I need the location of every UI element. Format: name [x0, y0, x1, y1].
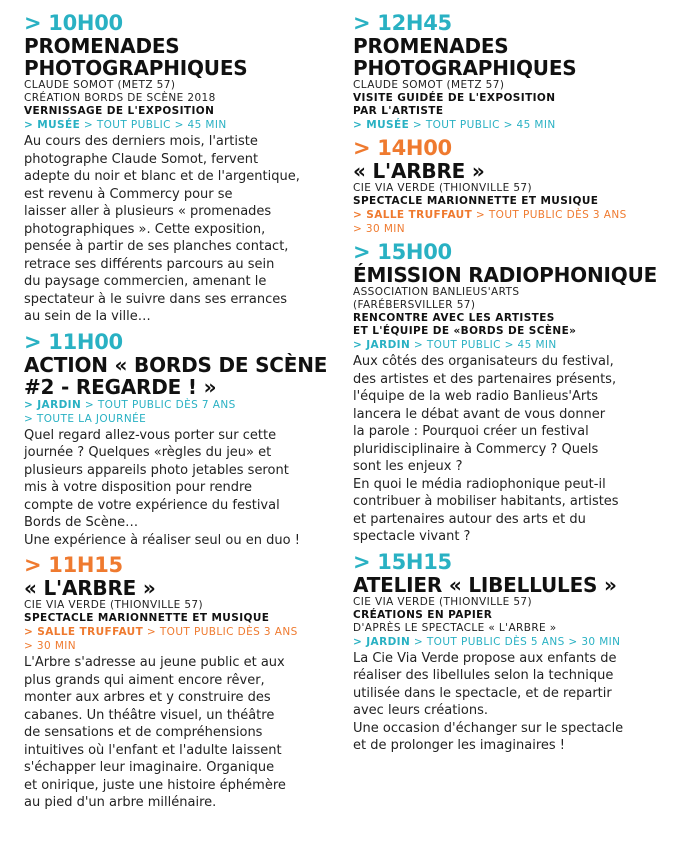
event-description: Au cours des derniers mois, l'artiste photographe Claude Somot, fervent adepte du noir et blanc et de l'argentique, est revenu à Commercy pour se laisser aller à plusieurs « promenades photographiques ». Cette exposition, pensée à partir de ses planches contact, retrace ses différents parcours au sein du paysage commercien, amenant le spectateur à le suivre dans ses errances au sein de la ville… — [24, 134, 300, 324]
event-subtitle: CRÉATIONS EN PAPIER — [353, 608, 493, 621]
event-subtitle: VISITE GUIDÉE DE L'EXPOSITION PAR L'ARTISTE — [353, 92, 556, 117]
event-time: > 11H00 — [24, 329, 123, 354]
event-location — [353, 635, 675, 649]
event-location — [24, 625, 342, 653]
event-venue: > MUSÉE — [353, 119, 410, 131]
event-venue: > MUSÉE — [24, 119, 81, 131]
event-time: > 14H00 — [353, 136, 452, 160]
event-title: ATELIER « LIBELLULES » — [353, 572, 617, 597]
event-venue: > JARDIN — [353, 339, 411, 351]
event-venue: > SALLE TRUFFAUT — [24, 626, 144, 638]
event-location — [24, 398, 342, 426]
event-location — [353, 208, 675, 236]
event-title: ACTION « BORDS DE SCÈNE #2 - REGARDE ! » — [24, 352, 328, 399]
event-note: D'APRÈS LE SPECTACLE « L'ARBRE » — [353, 621, 557, 634]
event-12h45 — [353, 12, 675, 132]
event-description: L'Arbre s'adresse au jeune public et aux plus grands qui aiment encore rêver, monter aux arbres et y construire des cabanes. Un théâtre visuel, un théâtre de sensations et de compréhensions intuitives où l'enfant et l'adulte laissent s'échapper leur imaginaire. Organique et onirique, juste une histoire éphémère au pied d'un arbre millénaire. — [24, 655, 286, 810]
event-location — [24, 118, 342, 132]
event-time: > 15H00 — [353, 240, 452, 264]
event-time: > 10H00 — [24, 11, 123, 35]
event-10h00 — [24, 12, 342, 326]
event-title: « L'ARBRE » — [353, 159, 485, 183]
event-description: Quel regard allez-vous porter sur cette journée ? Quelques «règles du jeu» et plusieurs appareils photo jetables seront mis à votre disposition pour rendre compte de votre expérience du festival Bords de Scène… Une expérience à réaliser seul ou en duo ! — [24, 427, 300, 548]
event-location — [353, 118, 675, 132]
event-artist: CIE VIA VERDE (THIONVILLE 57) — [353, 595, 532, 608]
event-15h15 — [353, 551, 675, 755]
event-venue: > JARDIN — [24, 398, 82, 411]
event-time: > 15H15 — [353, 549, 452, 574]
event-subtitle: RENCONTRE AVEC LES ARTISTES ET L'ÉQUIPE DE «BORDS DE SCÈNE» — [353, 312, 577, 337]
program-column-left — [24, 12, 342, 817]
event-audience: > TOUT PUBLIC > 45 MIN — [409, 119, 556, 131]
program-column-right — [353, 12, 675, 760]
event-description: La Cie Via Verde propose aux enfants de réaliser des libellules selon la technique utilisée dans le spectacle, et de repartir avec leurs créations. Une occasion d'échanger sur le spectacle et de prolonger les imaginaires ! — [353, 650, 624, 753]
event-artist: CLAUDE SOMOT (METZ 57) — [24, 79, 176, 91]
event-venue: > SALLE TRUFFAUT — [353, 209, 473, 221]
event-15h00 — [353, 241, 675, 546]
event-creation: CRÉATION BORDS DE SCÈNE 2018 — [24, 92, 216, 104]
event-title: ÉMISSION RADIOPHONIQUE — [353, 263, 658, 287]
event-time: > 11H15 — [24, 553, 123, 577]
event-title: « L'ARBRE » — [24, 576, 156, 600]
event-audience: > TOUT PUBLIC DÈS 5 ANS > 30 MIN — [410, 635, 621, 648]
event-title: PROMENADES PHOTOGRAPHIQUES — [353, 34, 577, 80]
event-artist: CIE VIA VERDE (THIONVILLE 57) — [353, 182, 532, 194]
event-audience: > TOUT PUBLIC > 45 MIN — [80, 119, 227, 131]
event-11h15 — [24, 554, 342, 812]
event-audience: > TOUT PUBLIC DÈS 3 ANS > 30 MIN — [353, 209, 627, 235]
event-artist: CLAUDE SOMOT (METZ 57) — [353, 79, 505, 91]
event-audience: > TOUT PUBLIC > 45 MIN — [410, 339, 557, 351]
event-artist: ASSOCIATION BANLIEUS'ARTS (FARÉBERSVILLER 57) — [353, 286, 520, 311]
event-11h00 — [24, 331, 342, 550]
event-audience: > TOUT PUBLIC DÈS 7 ANS > TOUTE LA JOURNÉE — [24, 398, 236, 425]
event-artist: CIE VIA VERDE (THIONVILLE 57) — [24, 599, 203, 611]
event-subtitle: SPECTACLE MARIONNETTE ET MUSIQUE — [24, 612, 270, 624]
event-description: Aux côtés des organisateurs du festival, des artistes et des partenaires présents, l'équipe de la web radio Banlieus'Arts lancera le débat avant de vous donner la parole : Pourquoi créer un festival pluridisciplinaire à Commercy ? Quels sont les enjeux ? En quoi le média radiophonique peut-il contribuer à mobiliser habitants, artistes et partenaires autour des arts et du spectacle vivant ? — [353, 354, 619, 544]
event-location — [353, 338, 675, 352]
event-14h00 — [353, 137, 675, 236]
event-audience: > TOUT PUBLIC DÈS 3 ANS > 30 MIN — [24, 626, 298, 652]
event-venue: > JARDIN — [353, 635, 411, 648]
event-time: > 12H45 — [353, 11, 452, 35]
event-subtitle: SPECTACLE MARIONNETTE ET MUSIQUE — [353, 195, 599, 207]
event-title: PROMENADES PHOTOGRAPHIQUES — [24, 34, 248, 80]
event-subtitle: VERNISSAGE DE L'EXPOSITION — [24, 105, 215, 117]
